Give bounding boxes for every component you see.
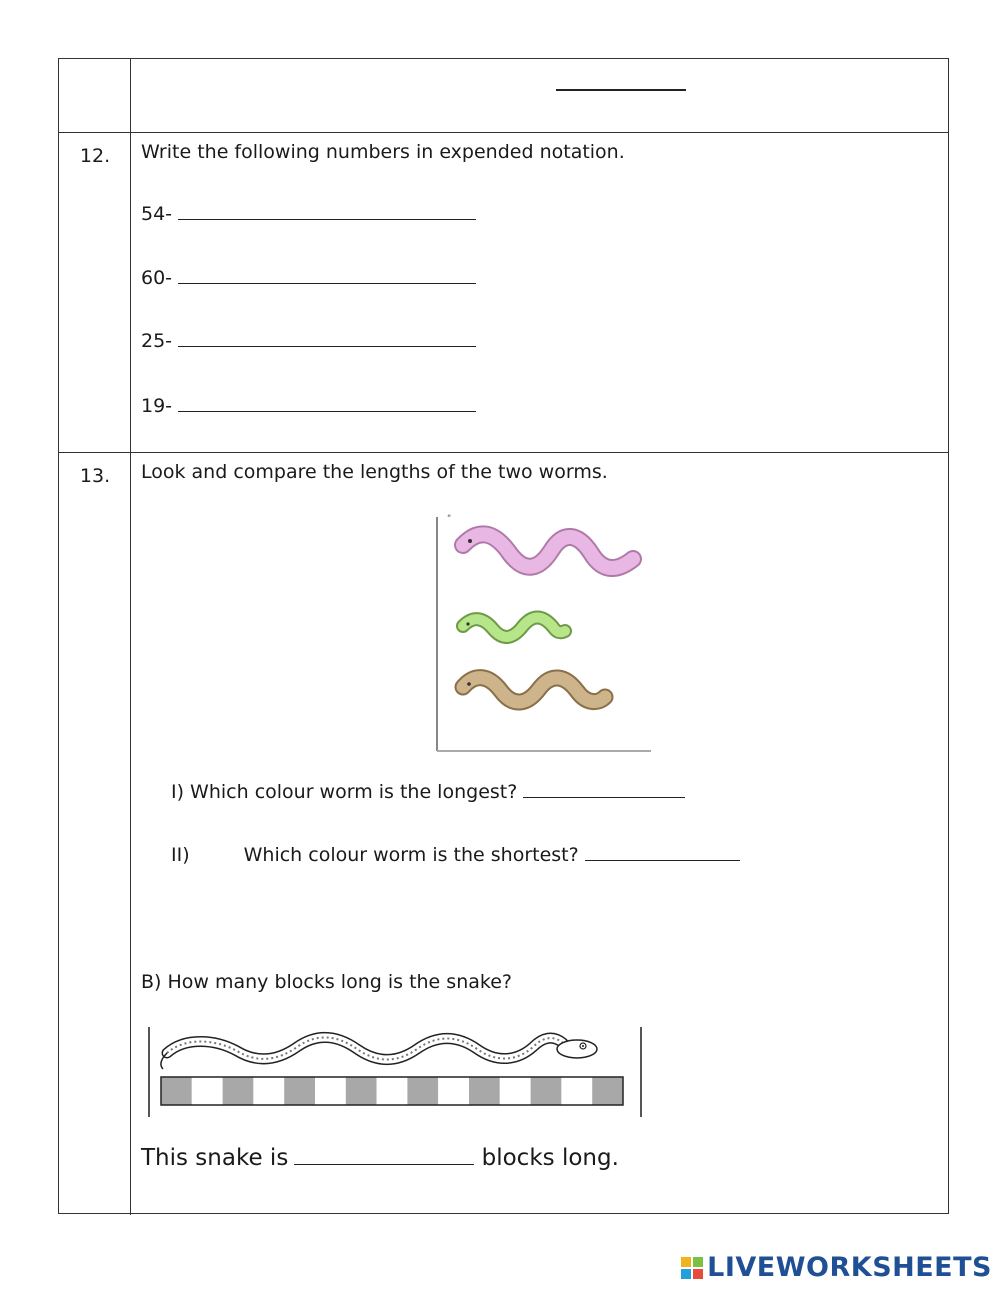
answer-blank[interactable] xyxy=(178,203,476,220)
worms-illustration xyxy=(433,511,655,753)
expanded-item-54 xyxy=(141,203,476,225)
question-12-instruction: Write the following numbers in expended notation. xyxy=(141,141,625,163)
question-number: 12. xyxy=(79,145,111,167)
svg-text:": " xyxy=(447,514,452,524)
number-column xyxy=(59,133,131,452)
number-column xyxy=(59,453,131,1215)
question-13-content xyxy=(141,453,938,1215)
question-shortest: Which colour worm is the shortest? xyxy=(243,844,579,866)
question-longest: I) Which colour worm is the longest? xyxy=(171,781,518,803)
question-number: 13. xyxy=(79,465,111,487)
snake-sentence-start: This snake is xyxy=(141,1145,289,1171)
brown-worm xyxy=(463,678,605,702)
number-column xyxy=(59,59,131,132)
ruler-block xyxy=(500,1077,531,1105)
snake-head xyxy=(557,1040,597,1058)
ruler-block xyxy=(284,1077,315,1105)
ruler-block xyxy=(469,1077,500,1105)
ruler-block xyxy=(315,1077,346,1105)
question-13-part-b: B) How many blocks long is the snake? xyxy=(141,971,512,993)
question-13-instruction: Look and compare the lengths of the two worms. xyxy=(141,461,608,483)
ruler-block xyxy=(531,1077,562,1105)
ruler-block xyxy=(346,1077,377,1105)
worksheet-table xyxy=(58,58,949,1214)
header-row xyxy=(59,59,948,133)
question-13-part-2 xyxy=(171,844,740,866)
item-label: 25- xyxy=(141,330,173,352)
expanded-item-60 xyxy=(141,267,476,289)
ruler-block xyxy=(253,1077,284,1105)
pink-worm-fill xyxy=(463,534,633,568)
question-2-label: II) xyxy=(171,844,190,866)
answer-blank-snake[interactable] xyxy=(294,1144,474,1165)
answer-blank-shortest[interactable] xyxy=(585,844,740,861)
answer-blank[interactable] xyxy=(178,395,476,412)
ruler-block xyxy=(223,1077,254,1105)
snake-illustration xyxy=(145,1025,645,1119)
block-ruler xyxy=(161,1077,623,1105)
answer-blank[interactable] xyxy=(178,330,476,347)
ruler-block xyxy=(377,1077,408,1105)
question-12-content xyxy=(141,133,938,452)
ruler-block xyxy=(161,1077,192,1105)
ruler-block xyxy=(407,1077,438,1105)
item-label: 60- xyxy=(141,267,173,289)
ruler-block xyxy=(561,1077,592,1105)
ruler-block xyxy=(438,1077,469,1105)
question-13-part-1 xyxy=(171,781,685,803)
ruler-block xyxy=(592,1077,623,1105)
snake-answer-sentence xyxy=(141,1144,619,1171)
answer-blank[interactable] xyxy=(178,267,476,284)
header-content xyxy=(141,59,938,132)
answer-blank-top[interactable] xyxy=(556,89,686,91)
item-label: 54- xyxy=(141,203,173,225)
logo-text: LIVEWORKSHEETS xyxy=(707,1252,992,1283)
expanded-item-25 xyxy=(141,330,476,352)
liveworksheets-logo xyxy=(681,1252,992,1283)
question-13-row xyxy=(59,453,948,1215)
logo-blocks-icon xyxy=(681,1257,703,1279)
answer-blank-longest[interactable] xyxy=(523,781,685,798)
expanded-item-19 xyxy=(141,395,476,417)
snake-sentence-end: blocks long. xyxy=(481,1145,619,1171)
item-label: 19- xyxy=(141,395,173,417)
question-12-row xyxy=(59,133,948,453)
ruler-block xyxy=(192,1077,223,1105)
